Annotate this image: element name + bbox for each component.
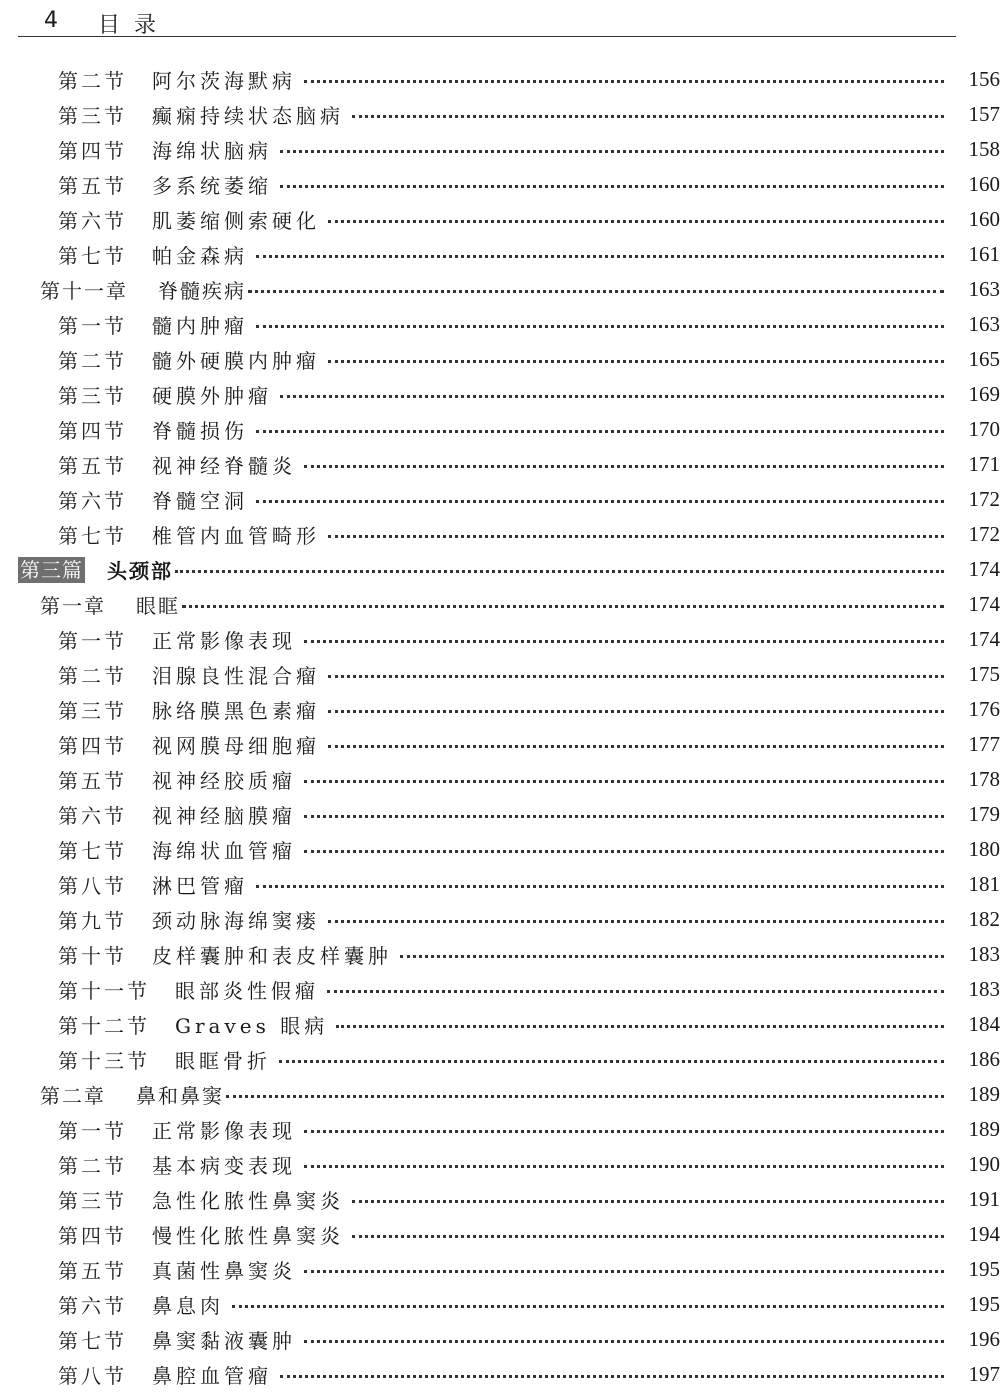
toc-entry-number: 第十三节 <box>58 1049 150 1073</box>
toc-entry-page-cell <box>954 382 1000 407</box>
toc-entry-section[interactable] <box>0 762 1000 797</box>
toc-entry-title: 海绵状脑病 <box>152 139 272 163</box>
toc-entry-number: 第六节 <box>58 804 127 828</box>
toc-entry-page-cell <box>954 1222 1000 1247</box>
toc-entry-number: 第十一章 <box>40 279 128 303</box>
dot-leader <box>280 150 944 153</box>
toc-entry-page-cell <box>954 207 1000 232</box>
toc-entry-number: 第七节 <box>58 839 127 863</box>
toc-entry-page-cell <box>954 1012 1000 1037</box>
toc-entry-page: 176 <box>968 697 1000 721</box>
toc-entry-chapter[interactable] <box>0 272 1000 307</box>
toc-entry-title: 髓内肿瘤 <box>152 314 248 338</box>
toc-entry-number: 第五节 <box>58 174 127 198</box>
toc-entry-section[interactable] <box>0 727 1000 762</box>
dot-leader <box>328 710 944 713</box>
toc-entry-section[interactable] <box>0 377 1000 412</box>
toc-entry-section[interactable] <box>0 902 1000 937</box>
toc-entry-number: 第十一节 <box>58 979 150 1003</box>
toc-entry-page-cell <box>954 557 1000 582</box>
toc-entry-title: 癫痫持续状态脑病 <box>152 104 344 128</box>
toc-entry-page: 170 <box>968 417 1000 441</box>
toc-entry-page: 194 <box>968 1222 1000 1246</box>
toc-entry-page-cell <box>954 452 1000 477</box>
toc-entry-title: 鼻和鼻窦 <box>136 1084 224 1108</box>
toc-entry-number: 第二节 <box>58 664 127 688</box>
toc-entry-page-cell <box>954 697 1000 722</box>
toc-entry-section[interactable] <box>0 1217 1000 1252</box>
dot-leader <box>327 990 944 993</box>
toc-entry-title: 正常影像表现 <box>152 629 296 653</box>
toc-entry-number: 第七节 <box>58 524 127 548</box>
toc-entry-page: 186 <box>968 1047 1000 1071</box>
toc-entry-page: 160 <box>968 207 1000 231</box>
dot-leader <box>304 1130 944 1133</box>
toc-entry-section[interactable] <box>0 832 1000 867</box>
toc-entry-number: 第四节 <box>58 734 127 758</box>
toc-entry-number: 第八节 <box>58 1364 127 1388</box>
toc-entry-page: 197 <box>968 1362 1000 1386</box>
toc-entry-number: 第二节 <box>58 1154 127 1178</box>
toc-entry-title: 鼻息肉 <box>152 1294 224 1318</box>
dot-leader <box>304 780 944 783</box>
toc-entry-page: 190 <box>968 1152 1000 1176</box>
toc-entry-title: 皮样囊肿和表皮样囊肿 <box>152 944 392 968</box>
toc-entry-page: 196 <box>968 1327 1000 1351</box>
toc-entry-page: 171 <box>968 452 1000 476</box>
toc-entry-page-cell <box>954 977 1000 1002</box>
toc-entry-page: 183 <box>968 977 1000 1001</box>
toc-entry-title: 视网膜母细胞瘤 <box>152 734 320 758</box>
toc-entry-title: 海绵状血管瘤 <box>152 839 296 863</box>
dot-leader <box>328 535 944 538</box>
toc-entry-section[interactable] <box>0 1287 1000 1322</box>
toc-entry-page: 174 <box>968 627 1000 651</box>
dot-leader <box>256 500 944 503</box>
toc-entry-page: 161 <box>968 242 1000 266</box>
toc-entry-page-cell <box>954 487 1000 512</box>
toc-entry-page-cell <box>954 767 1000 792</box>
toc-entry-number: 第七节 <box>58 244 127 268</box>
toc-entry-number: 第五节 <box>58 454 127 478</box>
toc-entry-page: 156 <box>968 67 1000 91</box>
toc-entry-section[interactable] <box>0 412 1000 447</box>
toc-entry-page-cell <box>954 137 1000 162</box>
dot-leader <box>336 1025 944 1028</box>
running-header <box>18 6 956 37</box>
toc-entry-page-cell <box>954 1257 1000 1282</box>
toc-entry-section[interactable] <box>0 692 1000 727</box>
toc-entry-page: 169 <box>968 382 1000 406</box>
dot-leader <box>182 605 944 608</box>
toc-entry-title: 椎管内血管畸形 <box>152 524 320 548</box>
toc-entry-page: 172 <box>968 487 1000 511</box>
toc-entry-section[interactable] <box>0 517 1000 552</box>
toc-entry-page-cell <box>954 347 1000 372</box>
toc-entry-number: 第三节 <box>58 1189 127 1213</box>
toc-entry-section[interactable] <box>0 867 1000 902</box>
dot-leader <box>280 395 944 398</box>
toc-entry-page-cell <box>954 732 1000 757</box>
dot-leader <box>304 1270 944 1273</box>
table-of-contents <box>0 62 1000 1392</box>
toc-entry-page-cell <box>954 907 1000 932</box>
toc-entry-page-cell <box>954 172 1000 197</box>
toc-entry-page: 182 <box>968 907 1000 931</box>
toc-entry-number: 第二节 <box>58 349 127 373</box>
toc-entry-part[interactable] <box>0 552 1000 587</box>
toc-entry-section[interactable] <box>0 797 1000 832</box>
toc-entry-title: 淋巴管瘤 <box>152 874 248 898</box>
toc-entry-chapter[interactable] <box>0 587 1000 622</box>
toc-entry-page-cell <box>954 1047 1000 1072</box>
toc-entry-title: 脊髓疾病 <box>158 279 246 303</box>
toc-entry-title: 慢性化脓性鼻窦炎 <box>152 1224 344 1248</box>
toc-entry-page-cell <box>954 837 1000 862</box>
toc-entry-number: 第五节 <box>58 769 127 793</box>
toc-entry-number: 第十节 <box>58 944 127 968</box>
toc-entry-page: 175 <box>968 662 1000 686</box>
toc-entry-number: 第三节 <box>58 384 127 408</box>
dot-leader <box>232 1305 944 1308</box>
toc-entry-number: 第十二节 <box>58 1014 150 1038</box>
toc-entry-number: 第四节 <box>58 1224 127 1248</box>
toc-entry-page: 174 <box>968 557 1000 581</box>
dot-leader <box>328 220 944 223</box>
toc-entry-title: 眼部炎性假瘤 <box>175 979 319 1003</box>
dot-leader <box>248 290 944 293</box>
toc-entry-page: 189 <box>968 1082 1000 1106</box>
toc-entry-chapter[interactable] <box>0 1077 1000 1112</box>
toc-entry-number: 第七节 <box>58 1329 127 1353</box>
toc-entry-section[interactable] <box>0 1042 1000 1077</box>
toc-entry-title: 头颈部 <box>107 559 173 583</box>
toc-entry-section[interactable] <box>0 132 1000 167</box>
toc-entry-title: 眼眶骨折 <box>175 1049 271 1073</box>
toc-entry-page: 179 <box>968 802 1000 826</box>
toc-entry-section[interactable] <box>0 237 1000 272</box>
toc-entry-page-cell <box>954 872 1000 897</box>
dot-leader <box>352 1235 944 1238</box>
toc-entry-title: 多系统萎缩 <box>152 174 272 198</box>
toc-entry-page-cell <box>954 1292 1000 1317</box>
dot-leader <box>279 1060 944 1063</box>
dot-leader <box>175 570 944 573</box>
toc-entry-title: 视神经脊髓炎 <box>152 454 296 478</box>
toc-entry-number: 第二章 <box>40 1084 106 1108</box>
toc-entry-title: 脉络膜黑色素瘤 <box>152 699 320 723</box>
toc-entry-section[interactable] <box>0 62 1000 97</box>
toc-entry-page: 172 <box>968 522 1000 546</box>
toc-entry-page-cell <box>954 417 1000 442</box>
dot-leader <box>304 1165 944 1168</box>
toc-entry-page-cell <box>954 1117 1000 1142</box>
toc-entry-page: 165 <box>968 347 1000 371</box>
dot-leader <box>304 80 944 83</box>
toc-entry-page: 191 <box>968 1187 1000 1211</box>
toc-entry-number: 第八节 <box>58 874 127 898</box>
toc-entry-title: 眼眶 <box>136 594 180 618</box>
toc-entry-title: 视神经脑膜瘤 <box>152 804 296 828</box>
toc-entry-section[interactable] <box>0 1182 1000 1217</box>
toc-entry-page-cell <box>954 592 1000 617</box>
dot-leader <box>304 1340 944 1343</box>
toc-entry-page-cell <box>954 627 1000 652</box>
toc-entry-title: 鼻窦黏液囊肿 <box>152 1329 296 1353</box>
dot-leader <box>256 885 944 888</box>
toc-entry-page: 183 <box>968 942 1000 966</box>
toc-entry-page-cell <box>954 662 1000 687</box>
toc-entry-title: 颈动脉海绵窦瘘 <box>152 909 320 933</box>
dot-leader <box>328 920 944 923</box>
toc-entry-number: 第六节 <box>58 209 127 233</box>
dot-leader <box>226 1095 944 1098</box>
toc-entry-page: 158 <box>968 137 1000 161</box>
dot-leader <box>256 430 944 433</box>
dot-leader <box>304 850 944 853</box>
toc-entry-title: 髓外硬膜内肿瘤 <box>152 349 320 373</box>
toc-entry-number: 第一章 <box>40 594 106 618</box>
toc-entry-title: 正常影像表现 <box>152 1119 296 1143</box>
dot-leader <box>304 815 944 818</box>
toc-entry-section[interactable] <box>0 1252 1000 1287</box>
toc-entry-page-cell <box>954 522 1000 547</box>
toc-entry-number: 第二节 <box>58 69 127 93</box>
toc-entry-section[interactable] <box>0 1357 1000 1392</box>
toc-entry-title: 脊髓损伤 <box>152 419 248 443</box>
toc-entry-page: 163 <box>968 312 1000 336</box>
toc-entry-page-cell <box>954 1152 1000 1177</box>
toc-entry-section[interactable] <box>0 1007 1000 1042</box>
toc-entry-page: 160 <box>968 172 1000 196</box>
toc-entry-page: 174 <box>968 592 1000 616</box>
toc-entry-page: 195 <box>968 1257 1000 1281</box>
toc-entry-section[interactable] <box>0 342 1000 377</box>
toc-entry-number: 第三节 <box>58 699 127 723</box>
dot-leader <box>328 675 944 678</box>
toc-entry-title: 脊髓空洞 <box>152 489 248 513</box>
toc-entry-title: Graves 眼病 <box>175 1014 329 1038</box>
toc-entry-section[interactable] <box>0 657 1000 692</box>
toc-entry-section[interactable] <box>0 202 1000 237</box>
toc-entry-page-cell <box>954 1082 1000 1107</box>
toc-entry-page: 163 <box>968 277 1000 301</box>
dot-leader <box>280 185 944 188</box>
toc-entry-title: 肌萎缩侧索硬化 <box>152 209 320 233</box>
toc-entry-number: 第五节 <box>58 1259 127 1283</box>
toc-entry-number: 第六节 <box>58 489 127 513</box>
dot-leader <box>256 255 944 258</box>
toc-entry-section[interactable] <box>0 307 1000 342</box>
toc-entry-page: 189 <box>968 1117 1000 1141</box>
toc-entry-page-cell <box>954 67 1000 92</box>
toc-entry-section[interactable] <box>0 97 1000 132</box>
toc-entry-page: 157 <box>968 102 1000 126</box>
toc-entry-page-cell <box>954 802 1000 827</box>
toc-entry-section[interactable] <box>0 937 1000 972</box>
toc-entry-page-cell <box>954 277 1000 302</box>
dot-leader <box>304 640 944 643</box>
toc-entry-title: 阿尔茨海默病 <box>152 69 296 93</box>
dot-leader <box>304 465 944 468</box>
toc-entry-page: 178 <box>968 767 1000 791</box>
toc-entry-number: 第三节 <box>58 104 127 128</box>
dot-leader <box>352 1200 944 1203</box>
toc-entry-section[interactable] <box>0 1147 1000 1182</box>
toc-entry-number: 第一节 <box>58 629 127 653</box>
toc-entry-section[interactable] <box>0 167 1000 202</box>
toc-entry-number: 第三篇 <box>20 557 83 582</box>
toc-entry-section[interactable] <box>0 972 1000 1007</box>
toc-entry-page-cell <box>954 312 1000 337</box>
toc-entry-title: 基本病变表现 <box>152 1154 296 1178</box>
toc-entry-number: 第一节 <box>58 314 127 338</box>
toc-entry-page-cell <box>954 1187 1000 1212</box>
toc-entry-page: 181 <box>968 872 1000 896</box>
toc-entry-page-cell <box>954 942 1000 967</box>
toc-entry-title: 视神经胶质瘤 <box>152 769 296 793</box>
toc-entry-page: 184 <box>968 1012 1000 1036</box>
toc-entry-page-cell <box>954 242 1000 267</box>
toc-entry-title: 真菌性鼻窦炎 <box>152 1259 296 1283</box>
dot-leader <box>256 325 944 328</box>
running-title: 目录 <box>98 13 171 38</box>
toc-entry-title: 急性化脓性鼻窦炎 <box>152 1189 344 1213</box>
toc-entry-page: 177 <box>968 732 1000 756</box>
toc-entry-number: 第四节 <box>58 419 127 443</box>
toc-entry-number: 第六节 <box>58 1294 127 1318</box>
dot-leader <box>328 360 944 363</box>
toc-entry-title: 鼻腔血管瘤 <box>152 1364 272 1388</box>
page-number: 4 <box>44 8 58 33</box>
toc-entry-number: 第四节 <box>58 139 127 163</box>
dot-leader <box>280 1375 944 1378</box>
toc-entry-page-cell <box>954 102 1000 127</box>
toc-entry-title: 帕金森病 <box>152 244 248 268</box>
toc-entry-title: 泪腺良性混合瘤 <box>152 664 320 688</box>
dot-leader <box>352 115 944 118</box>
toc-entry-section[interactable] <box>0 482 1000 517</box>
toc-entry-title: 硬膜外肿瘤 <box>152 384 272 408</box>
dot-leader <box>400 955 944 958</box>
toc-entry-section[interactable] <box>0 1112 1000 1147</box>
toc-entry-section[interactable] <box>0 622 1000 657</box>
toc-entry-page-cell <box>954 1362 1000 1387</box>
toc-entry-section[interactable] <box>0 447 1000 482</box>
toc-entry-number: 第一节 <box>58 1119 127 1143</box>
toc-entry-page: 195 <box>968 1292 1000 1316</box>
toc-entry-number: 第九节 <box>58 909 127 933</box>
toc-entry-section[interactable] <box>0 1322 1000 1357</box>
dot-leader <box>328 745 944 748</box>
toc-entry-page: 180 <box>968 837 1000 861</box>
toc-entry-page-cell <box>954 1327 1000 1352</box>
